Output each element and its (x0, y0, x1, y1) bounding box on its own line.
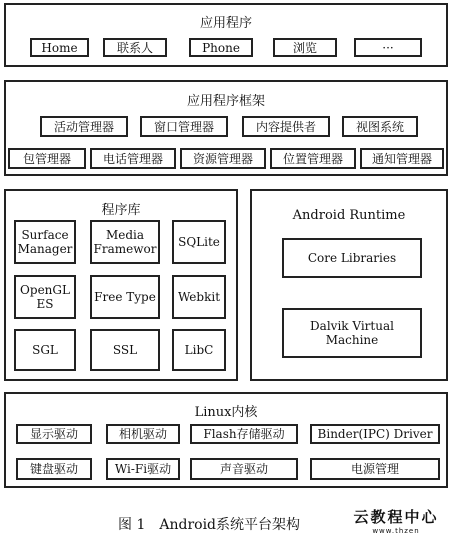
app-phone: Phone (189, 38, 253, 57)
framework-window-manager: 窗口管理器 (140, 116, 228, 137)
lib-freetype: Free Type (90, 275, 160, 319)
runtime-core-libraries: Core Libraries (282, 238, 422, 278)
lib-ssl: SSL (90, 329, 160, 371)
runtime-layer (250, 189, 448, 381)
lib-opengl-es: OpenGL ES (14, 275, 76, 319)
applications-layer-title: 应用程序 (199, 16, 252, 31)
watermark-title: 云教程中心 (353, 508, 439, 526)
applications-layer (4, 3, 448, 67)
framework-resource-manager: 资源管理器 (180, 148, 266, 169)
framework-telephony-manager: 电话管理器 (90, 148, 176, 169)
lib-sqlite: SQLite (172, 220, 226, 264)
kernel-layer-title: Linux内核 (194, 405, 258, 420)
lib-libc: LibC (172, 329, 226, 371)
framework-view-system: 视图系统 (342, 116, 418, 137)
framework-activity-manager: 活动管理器 (40, 116, 128, 137)
lib-sgl: SGL (14, 329, 76, 371)
runtime-layer-title: Android Runtime (292, 208, 406, 223)
app-contacts: 联系人 (103, 38, 167, 57)
libraries-layer (4, 189, 238, 381)
figure-caption: 图 1 Android系统平台架构 (118, 517, 301, 533)
app-home: Home (30, 38, 89, 57)
kernel-layer (4, 392, 448, 488)
kernel-flash-driver: Flash存储驱动 (190, 424, 298, 444)
framework-layer (4, 80, 448, 176)
kernel-keypad-driver: 键盘驱动 (16, 458, 92, 480)
lib-surface-manager: Surface Manager (14, 220, 76, 264)
watermark-url: www.thzen (372, 527, 420, 535)
lib-media-framework: Media Framewor (90, 220, 160, 264)
runtime-dalvik-vm: Dalvik Virtual Machine (282, 308, 422, 358)
kernel-camera-driver: 相机驱动 (106, 424, 180, 444)
kernel-audio-driver: 声音驱动 (190, 458, 298, 480)
framework-location-manager: 位置管理器 (270, 148, 356, 169)
framework-content-providers: 内容提供者 (242, 116, 330, 137)
watermark (340, 506, 452, 535)
framework-package-manager: 包管理器 (8, 148, 86, 169)
kernel-binder-driver: Binder(IPC) Driver (310, 424, 440, 444)
framework-notification-manager: 通知管理器 (360, 148, 444, 169)
kernel-display-driver: 显示驱动 (16, 424, 92, 444)
framework-layer-title: 应用程序框架 (186, 94, 265, 109)
lib-webkit: Webkit (172, 275, 226, 319)
kernel-wifi-driver: Wi-Fi驱动 (106, 458, 180, 480)
kernel-power-management: 电源管理 (310, 458, 440, 480)
app-browser: 浏览 (273, 38, 337, 57)
libraries-layer-title: 程序库 (101, 203, 141, 218)
app-more: ··· (354, 38, 422, 57)
